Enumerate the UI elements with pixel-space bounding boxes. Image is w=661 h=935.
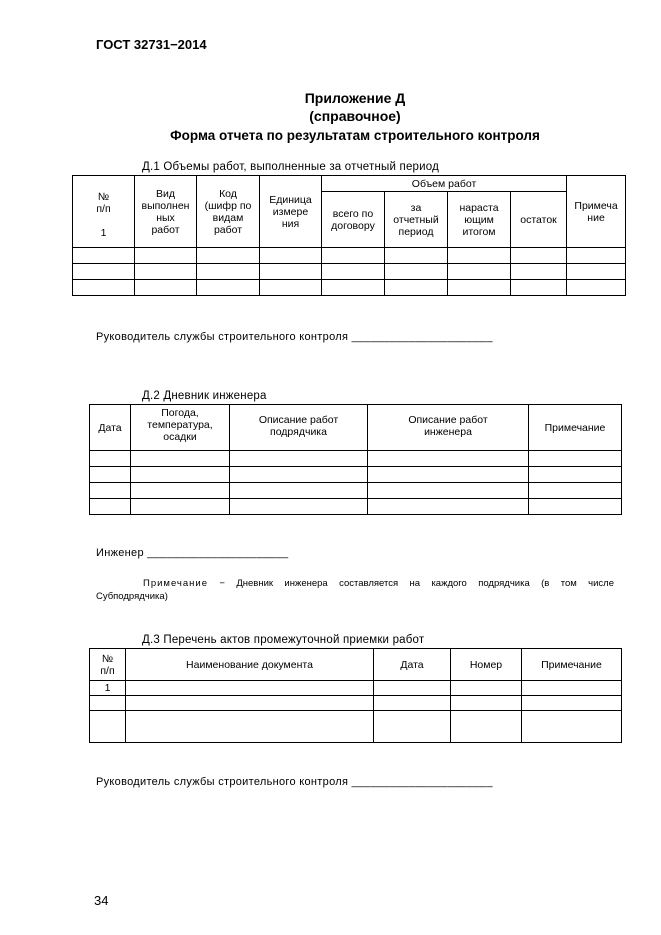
table3-header-document-name: Наименование документа [126,649,374,681]
table2-header-contractor: Описание работ подрядчика [230,405,368,451]
form-title: Форма отчета по результатам строительного контроля [170,128,540,143]
table3-header-number: Номер [451,649,522,681]
table2-header-weather: Погода, температура, осадки [131,405,230,451]
table2-header-engineer: Описание работ инженера [368,405,529,451]
note-text-line-2: Субподрядчика) [96,591,168,602]
table2-header-note: Примечание [529,405,622,451]
table-interim-acceptance-acts [89,648,622,743]
diary-note [96,577,614,603]
table-row [73,248,626,264]
table3-header-date: Дата [374,649,451,681]
table1-header-volume: Объем работ [322,176,567,192]
table2-caption: Д.2 Дневник инженера [142,390,267,402]
table1-caption: Д.1 Объемы работ, выполненные за отчетный период [142,161,440,173]
table-row [90,696,622,711]
table3-caption: Д.3 Перечень актов промежуточной приемки работ [142,634,425,646]
table3-header-note: Примечание [522,649,622,681]
table1-header-note: Примеча ние [567,176,626,248]
table-row [90,451,622,467]
table3-header-no: № п/п [90,649,126,681]
appendix-subtitle: (справочное) [309,108,401,124]
signature-line-2: Руководитель службы строительного контроля ______________________ [96,776,493,788]
table-row [73,280,626,296]
table1-header-remainder: остаток [511,192,567,248]
table1-row1-number: 1 [100,227,107,239]
document-code: ГОСТ 32731−2014 [96,37,207,52]
table1-header-period: за отчетный период [385,192,448,248]
table1-header-total-contract: всего по договору [322,192,385,248]
note-label: Примечание [143,578,208,589]
table-row [90,499,622,515]
table1-header-work-type: Вид выполнен ных работ [135,176,197,248]
table3-row1-number: 1 [90,681,126,696]
note-text-line-1: − Дневник инженера составляется на каждого подрядчика (в том числе [208,578,614,589]
table-volumes-of-work [72,175,626,296]
table-row [90,483,622,499]
table-engineer-diary [89,404,622,515]
table1-header-code: Код (шифр по видам работ [197,176,260,248]
engineer-signature-line: Инженер ______________________ [96,547,289,559]
table1-header-unit: Единица измере ния [260,176,322,248]
table-row [90,681,622,696]
table-row [73,264,626,280]
appendix-title: Приложение Д [304,90,406,106]
table1-header-no: № п/п 1 [73,176,135,248]
page-number: 34 [94,893,109,908]
table-row [90,711,622,743]
signature-line-1: Руководитель службы строительного контроля ______________________ [96,331,493,343]
table1-header-cumulative: нараста ющим итогом [448,192,511,248]
table-row [90,467,622,483]
table2-header-date: Дата [90,405,131,451]
